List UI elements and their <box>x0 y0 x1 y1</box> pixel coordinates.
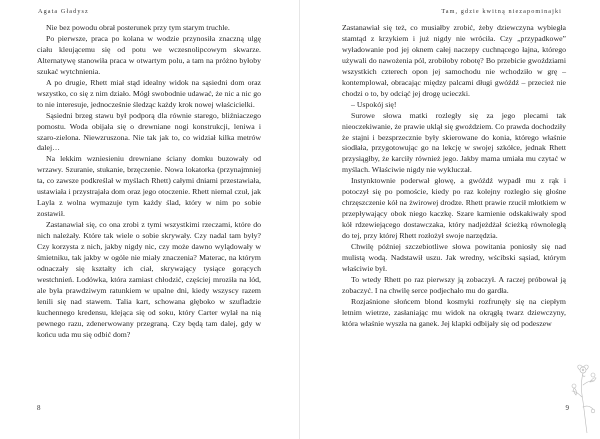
paragraph: Zastanawiał się też, co musiałby zrobić, żeby dziewczyna wybiegła stamtąd z krzykiem i już nigdy nie wróciła. Czy „przypadkowe” wyładowanie pod jej oknem całej naczepy cuchnącego łajna, którego używali do nawożenia pól, zrobiłoby robotę? Bo przebicie gwoździami wszystkich czterech opon jej samochodu nie wchodziło w grę – kontemplował, obracając między palcami długi gwóźdź – przecież nie chodzi o to, by odciąć jej drogę ucieczki. <box>342 23 566 98</box>
page-number: 9 <box>565 404 569 412</box>
paragraph: A po drugie, Rhett miał stąd idealny widok na sąsiedni dom oraz wszystko, co się z nim działo. Mógł swobodnie udawać, że nic a nic go to nie interesuje, jednocześnie śledząc każdy krok nowej właścicielki. <box>37 77 261 109</box>
paragraph: Po pierwsze, praca po kolana w wodzie przynosiła znaczną ulgę ciału kleującemu się od potu we wczesnolipcowym skwarze. Alternatywę stanowiła praca w otwartym polu, a tam na próżno byłoby szukać wytchnienia. <box>37 33 261 76</box>
paragraph: Na lekkim wzniesieniu drewniane ściany domku buzowały od wrzawy. Szuranie, stukanie, brzęczenie. Nowa lokatorka (przynajmniej ta, co zawsze podkreślał w myślach Rhett) całymi dniami przestawiała, ustawiała i przystrajała dom oraz jego otoczenie. Rhett niemal czuł, jak Layla z wolna wymazuje tym każdy ślad, który w nim po sobie zostawił. <box>37 154 261 219</box>
running-head-author: Agata Gładysz <box>38 8 89 15</box>
left-page-body <box>37 23 261 341</box>
paragraph: Instynktownie poderwał głowę, a gwóźdź wypadł mu z rąk i potoczył się po pomoście, kiedy po raz kolejny rozległo się głośne chrzęszczenie kół na żwirowej drodze. Rhett prawie rzucił młotkiem w przepływający obok niego kaczkę. Szare kamienie odskakiwały spod kół rdzewiejącego dostawczaka, który nadjeżdżał ścieżką równoległą do tej, przy której Rhett rozłożył swoje narzędzia. <box>342 176 566 241</box>
paragraph: To wtedy Rhett po raz pierwszy ją zobaczył. A raczej próbował ją zobaczyć. I na chwilę serce podjechało mu do gardła. <box>342 274 566 295</box>
paragraph: Chwilę później szczebiotliwe słowa powitania poniosły się nad mulistą wodą. Nadstawił uszu. Jak wredny, wścibski sąsiad, którym właściwie był. <box>342 242 566 273</box>
dialogue-line: – Uspokój się! <box>351 99 397 109</box>
right-page <box>300 0 600 439</box>
paragraph: Nie bez powodu obrał posterunek przy tym starym truchle. <box>46 23 230 32</box>
paragraph: Sąsiedni brzeg stawu był podporą dla równie starego, bliźniaczego pomostu. Woda obijała się o drewniane nogi konstrukcji, leniwa i szaro-zielona. Niewzruszona. Nie tak jak to, co widział kilka metrów dalej… <box>37 110 261 153</box>
paragraph: Surowe słowa matki rozległy się za jego plecami tak nieoczekiwanie, że prawie uklął się gwoździem. Co prawda dochodziły że stajni i bezsprzecznie były skierowane do konia, którego właśnie siodłała, przygotowując go na lekcję w swojej szkółce, jednak Rhett przysiągłby, że karciły również jego. Jakby mama umiała mu czytać w myślach. Właściwie nigdy nie wykluczał. <box>342 110 566 175</box>
running-head-title: Tam, gdzie kwitną niezapominajki <box>441 8 562 15</box>
paragraph: Rozjaśnione słońcem blond kosmyki rozfrunęły się na ciepłym letnim wietrze, zasłaniając mu widok na okrągłą twarz dziewczyny, która właśnie wyszła na ganek. Jej klapki odbijały się od podeszew <box>342 296 566 328</box>
forget-me-not-flower-icon <box>569 355 597 433</box>
right-page-body <box>342 23 566 330</box>
page-number: 8 <box>37 404 41 412</box>
paragraph: Zastanawiał się, co ona zrobi z tymi wszystkimi rzeczami, które do nich należały. Które tak wiele o sobie skrywały. Czy nadal tam były? Czy korzysta z nich, jakby nigdy nic, czy może dawno wylądowały w śmietniku, tak jakby w ogóle nie miały znaczenia? Materac, na którym odnaczały się kształty ich ciał, skrywający tysiące gorących westchnień. Lodówka, która zamiast chłodzić, częściej mroziła na lód, ale była prawdziwym ratunkiem w upalne dni, kiedy wszyscy razem lenili się nad stawem. Talia kart, schowana głęboko w szufladzie kuchennego kredensu, klejąca się od soku, który Carter wylał na nią pewnego razu, zdenerwowany przegraną. Czy będą tam dalej, gdy w końcu uda mu się odbić dom? <box>37 220 261 339</box>
